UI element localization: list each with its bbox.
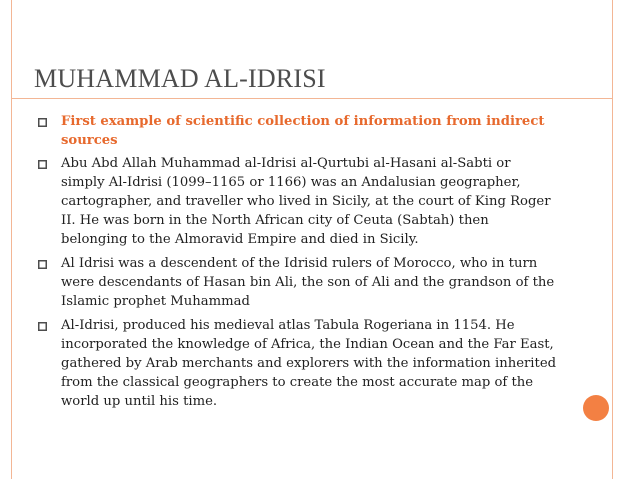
bullet-item-3 (38, 254, 558, 311)
square-bullet-icon (38, 160, 47, 169)
bullet-text: Al-Idrisi, produced his medieval atlas Tabula Rogeriana in 1154. He incorporated the knowledge of Africa, the Indian Ocean and the Far East, gathered by Arab merchants and explorers with the information inherited from the classical geographers to create the most accurate map of the world up until his time. (61, 318, 557, 409)
slide-title: MUHAMMAD AL-IDRISI (34, 64, 326, 93)
square-bullet-icon (38, 118, 47, 127)
bullet-text: First example of scientific collection of information from indirect sources (61, 114, 545, 148)
orange-circle-decoration (583, 395, 609, 421)
bullet-item-4 (38, 316, 558, 411)
bullet-text: Al Idrisi was a descendent of the Idrisid rulers of Morocco, who in turn were descendants of Hasan bin Ali, the son of Ali and the grandson of the Islamic prophet Muhammad (61, 256, 555, 309)
bullet-item-1 (38, 112, 558, 150)
square-bullet-icon (38, 322, 47, 331)
bullet-item-2 (38, 154, 558, 249)
title-divider (11, 98, 613, 99)
bullet-list (38, 112, 558, 416)
square-bullet-icon (38, 260, 47, 269)
bullet-text: Abu Abd Allah Muhammad al-Idrisi al-Qurtubi al-Hasani al-Sabti or simply Al-Idrisi (1099–1165 or 1166) was an Andalusian geographer, cartographer, and traveller who lived in Sicily, at the court of King Roger II. He was born in the North African city of Ceuta (Sabtah) then belonging to the Almoravid Empire and died in Sicily. (61, 156, 551, 247)
